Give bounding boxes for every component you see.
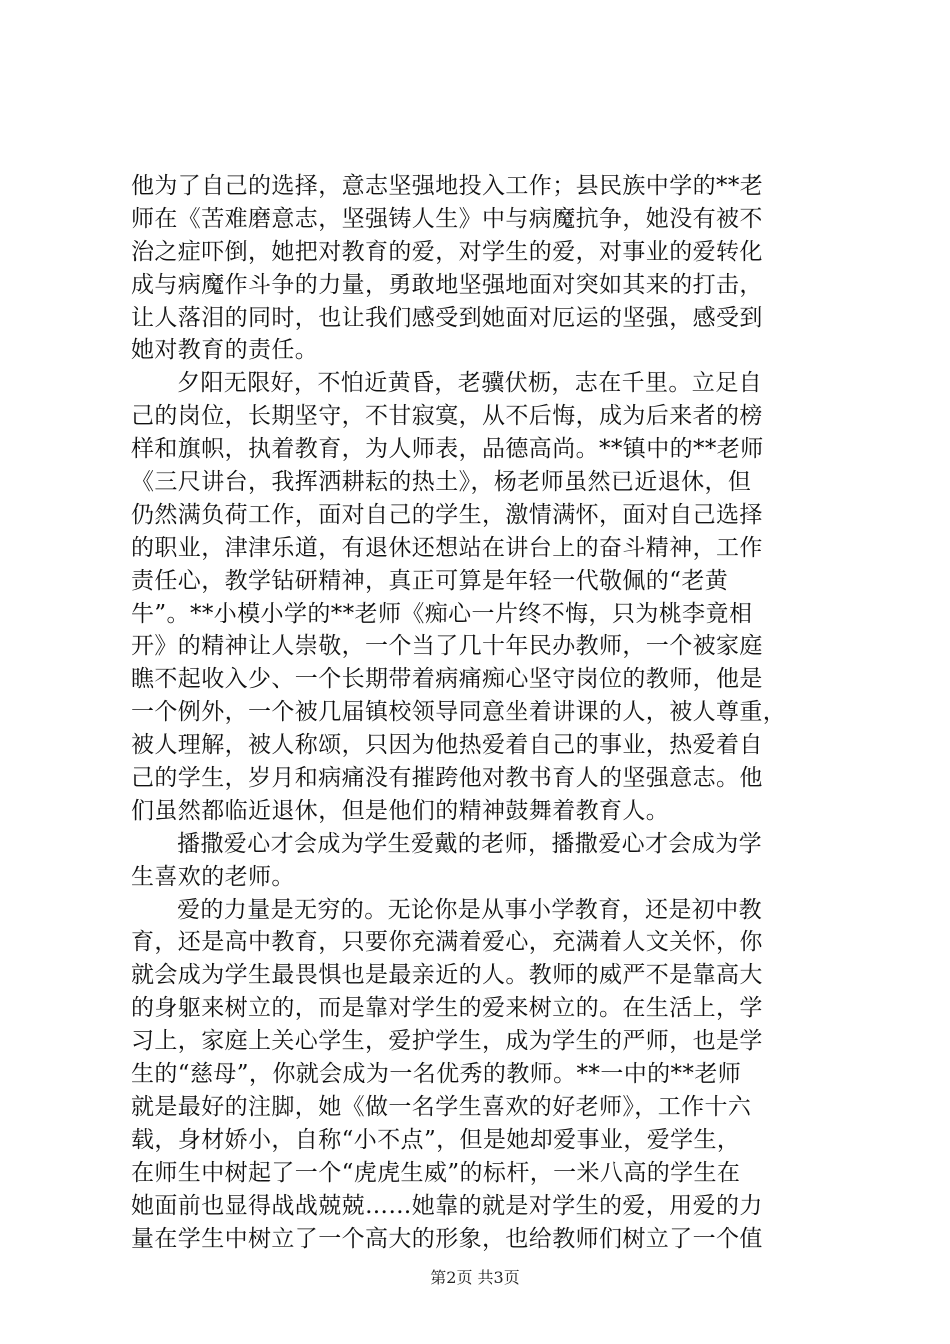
text-line: 习上，家庭上关心学生，爱护学生，成为学生的严师，也是学	[131, 1028, 763, 1055]
text-line: 生喜欢的老师。	[131, 863, 295, 890]
text-line: 让人落泪的同时，也让我们感受到她面对厄运的坚强，感受到	[131, 304, 763, 331]
text-line: 责任心，教学钻研精神，真正可算是年轻一代敬佩的“老黄	[131, 567, 729, 594]
text-line: 的身躯来树立的，而是靠对学生的爱来树立的。在生活上，学	[131, 995, 763, 1022]
text-line: 师在《苦难磨意志，坚强铸人生》中与病魔抗争，她没有被不	[131, 205, 763, 232]
text-line: 们虽然都临近退休，但是他们的精神鼓舞着教育人。	[131, 797, 670, 824]
text-line: 他为了自己的选择，意志坚强地投入工作；县民族中学的**老	[131, 173, 764, 199]
text-line: 育，还是高中教育，只要你充满着爱心，充满着人文关怀，你	[131, 929, 763, 956]
text-line: 成与病魔作斗争的力量，勇敢地坚强地面对突如其来的打击，	[131, 271, 763, 298]
paragraph-start-line: 爱的力量是无穷的。无论你是从事小学教育，还是初中教	[177, 896, 762, 923]
page-number-footer: 第2页 共3页	[430, 1268, 520, 1287]
text-line: 就是最好的注脚，她《做一名学生喜欢的好老师》，工作十六	[131, 1093, 752, 1120]
text-line: 《三尺讲台，我挥洒耕耘的热土》，杨老师虽然已近退休，但	[131, 469, 752, 496]
text-line: 就会成为学生最畏惧也是最亲近的人。教师的威严不是靠高大	[131, 962, 763, 989]
text-line: 牛”。**小模小学的**老师《痴心一片终不悔，只为桃李竟相	[131, 600, 753, 627]
text-line: 己的岗位，长期坚守，不甘寂寞，从不后悔，成为后来者的榜	[131, 403, 763, 430]
text-line: 她面前也显得战战兢兢……她靠的就是对学生的爱，用爱的力	[131, 1192, 763, 1219]
text-line: 一个例外，一个被几届镇校领导同意坐着讲课的人，被人尊重，	[131, 699, 787, 726]
text-line: 她对教育的责任。	[131, 337, 319, 364]
text-line: 治之症吓倒，她把对教育的爱，对学生的爱，对事业的爱转化	[131, 238, 763, 265]
text-line: 生的“慈母”，你就会成为一名优秀的教师。**一中的**老师	[131, 1061, 742, 1088]
text-line: 仍然满负荷工作，面对自己的学生，激情满怀，面对自己选择	[131, 501, 763, 528]
text-line: 量在学生中树立了一个高大的形象，也给教师们树立了一个值	[131, 1225, 763, 1252]
paragraph-start-line: 播撒爱心才会成为学生爱戴的老师，播撒爱心才会成为学	[177, 830, 762, 857]
text-line: 己的学生，岁月和病痛没有摧跨他对教书育人的坚强意志。他	[131, 765, 763, 792]
text-line: 瞧不起收入少、一个长期带着病痛痴心坚守岗位的教师，他是	[131, 666, 763, 693]
text-line: 被人理解，被人称颂，只因为他热爱着自己的事业，热爱着自	[131, 732, 763, 759]
text-line: 的职业，津津乐道，有退休还想站在讲台上的奋斗精神，工作	[131, 534, 763, 561]
paragraph-start-line: 夕阳无限好，不怕近黄昏，老骥伏枥，志在千里。立足自	[177, 370, 762, 397]
body-text	[131, 170, 831, 1255]
text-line: 开》的精神让人崇敬，一个当了几十年民办教师，一个被家庭	[131, 633, 763, 660]
text-line: 载，身材娇小，自称“小不点”，但是她却爱事业，爱学生，	[131, 1126, 741, 1153]
text-line: 样和旗帜，执着教育，为人师表，品德高尚。**镇中的**老师	[131, 436, 764, 463]
text-line: 在师生中树起了一个“虎虎生威”的标杆，一米八高的学生在	[131, 1159, 741, 1186]
